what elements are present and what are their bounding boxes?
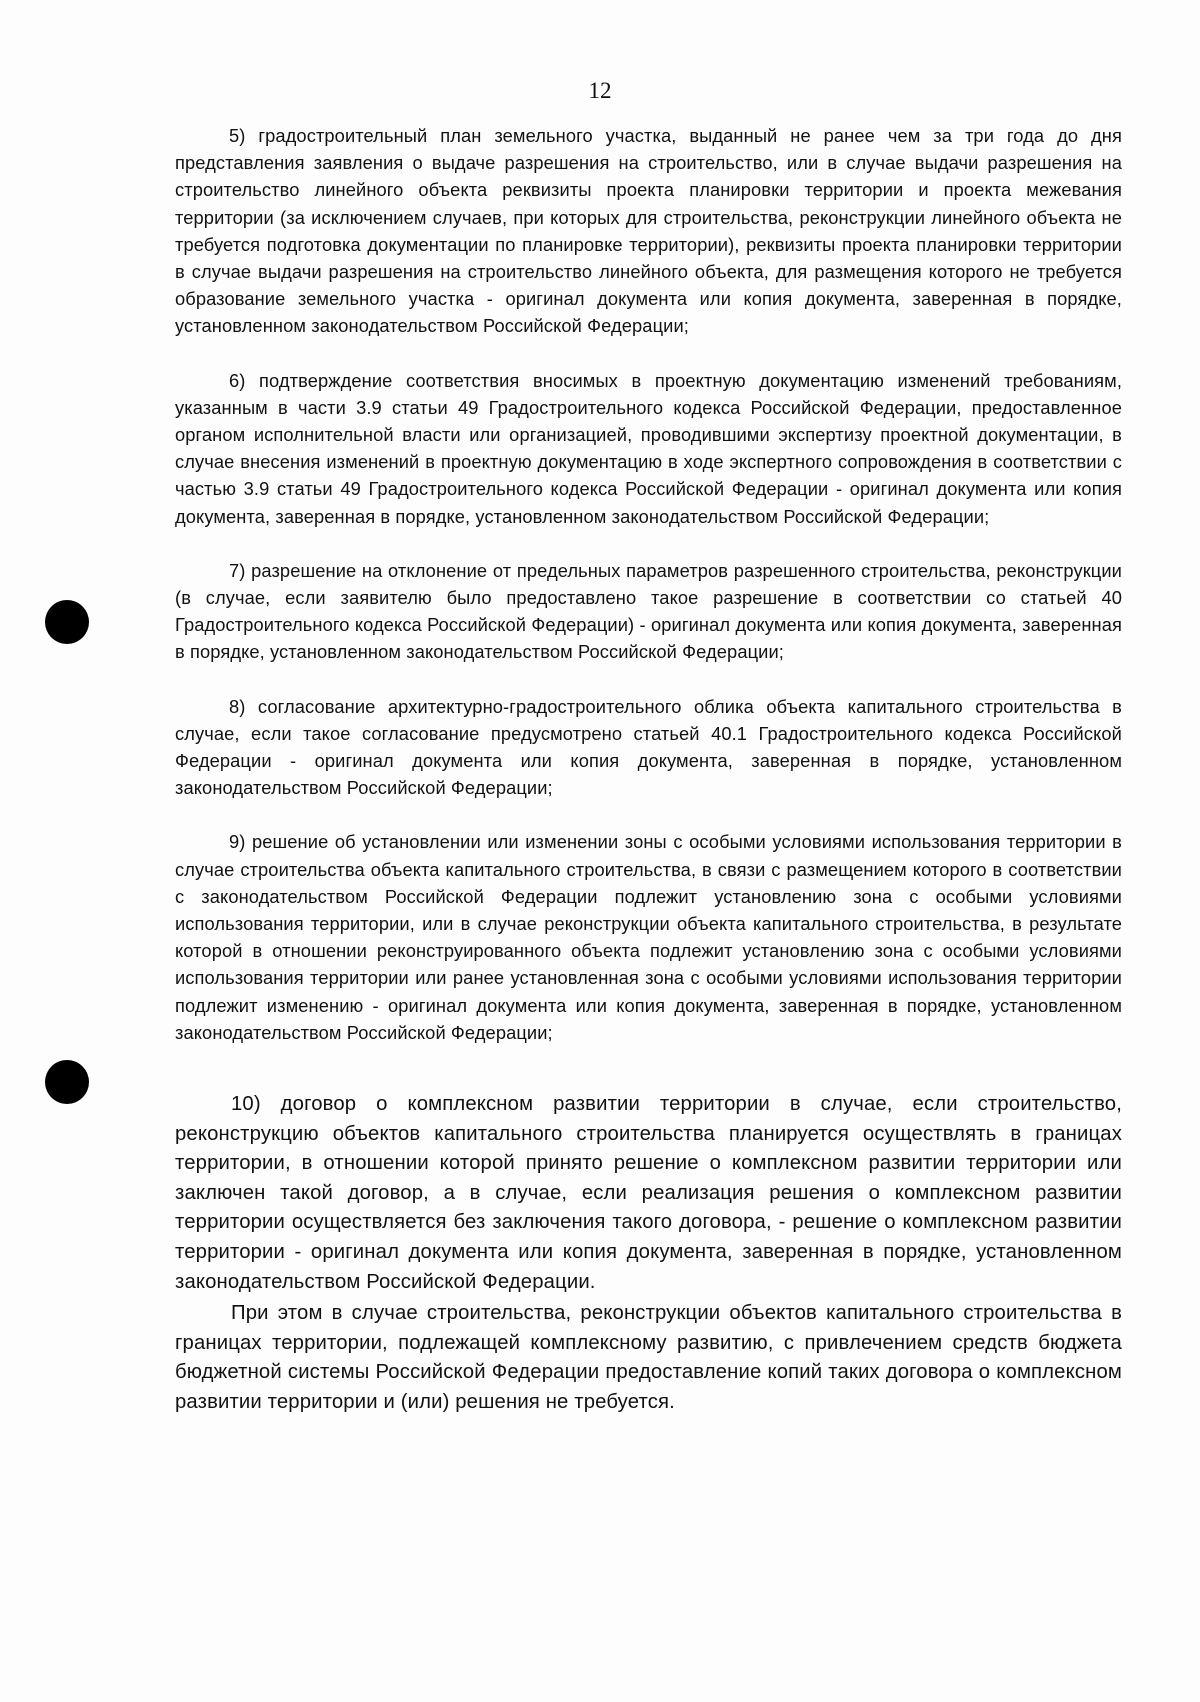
- list-item-10: 10) договор о комплексном развитии территории в случае, если строительство, реконструкцию объектов капитального строительства планируется осуществлять в границах территории, в отношении которой принято решение о комплексном развитии территории или заключен такой договор, а в случае, если реализация решения о комплексном развитии территории осуществляется без заключения такого договора, - решение о комплексном развитии территории - оригинал документа или копия документа, заверенная в порядке, установленном законодательством Российской Федерации.: [175, 1093, 1122, 1293]
- list-item-8: 8) согласование архитектурно-градостроительного облика объекта капитального строительства в случае, если такое согласование предусмотрено статьей 40.1 Градостроительного кодекса Российской Федерации - оригинал документа или копия документа, заверенная в порядке, установленном законодательством Российской Федерации;: [175, 695, 1122, 799]
- list-item-7: 7) разрешение на отклонение от предельных параметров разрешенного строительства, реконструкции (в случае, если заявителю было предоставлено такое разрешение в соответствии со статьей 40 Градостроительного кодекса Российской Федерации) - оригинал документа или копия документа, заверенная в порядке, установленном законодательством Российской Федерации;: [175, 559, 1122, 663]
- punch-hole-mark: [45, 600, 89, 644]
- closing-note: При этом в случае строительства, реконструкции объектов капитального строительства в границах территории, подлежащей комплексному развитию, с привлечением средств бюджета бюджетной системы Российской Федерации предоставление копий таких договора о комплексном развитии территории и (или) решения не требуется.: [175, 1302, 1122, 1414]
- list-item-6: 6) подтверждение соответствия вносимых в проектную документацию изменений требованиям, указанным в части 3.9 статьи 49 Градостроительного кодекса Российской Федерации, предоставленное органом исполнительной власти или организацией, проводившими экспертизу проектной документации, в случае внесения изменений в проектную документацию в ходе экспертного сопровождения в соответствии с частью 3.9 статьи 49 Градостроительного кодекса Российской Федерации - оригинал документа или копия документа, заверенная в порядке, установленном законодательством Российской Федерации;: [175, 369, 1122, 527]
- list-item-9: 9) решение об установлении или изменении зоны с особыми условиями использования территории в случае строительства объекта капитального строительства, в связи с размещением которого в соответствии с законодательством Российской Федерации подлежит установлению зона с особыми условиями использования территории, или в случае реконструкции объекта капитального строительства, в результате которой в отношении реконструированного объекта подлежит установлению зона с особыми условиями использования территории или ранее установленная зона с особыми условиями использования территории подлежит изменению - оригинал документа или копия документа, заверенная в порядке, установленном законодательством Российской Федерации;: [175, 831, 1122, 1043]
- page-number: 12: [588, 78, 612, 103]
- document-body: [175, 122, 1122, 1418]
- punch-hole-mark: [45, 1060, 89, 1104]
- list-item-5: 5) градостроительный план земельного участка, выданный не ранее чем за три года до дня представления заявления о выдаче разрешения на строительство, или в случае выдачи разрешения на строительство линейного объекта реквизиты проекта планировки территории и проекта межевания территории (за исключением случаев, при которых для строительства, реконструкции линейного объекта не требуется подготовка документации по планировке территории), реквизиты проекта планировки территории в случае выдачи разрешения на строительство линейного объекта, для размещения которого не требуется образование земельного участка - оригинал документа или копия документа, заверенная в порядке, установленном законодательством Российской Федерации;: [175, 125, 1122, 337]
